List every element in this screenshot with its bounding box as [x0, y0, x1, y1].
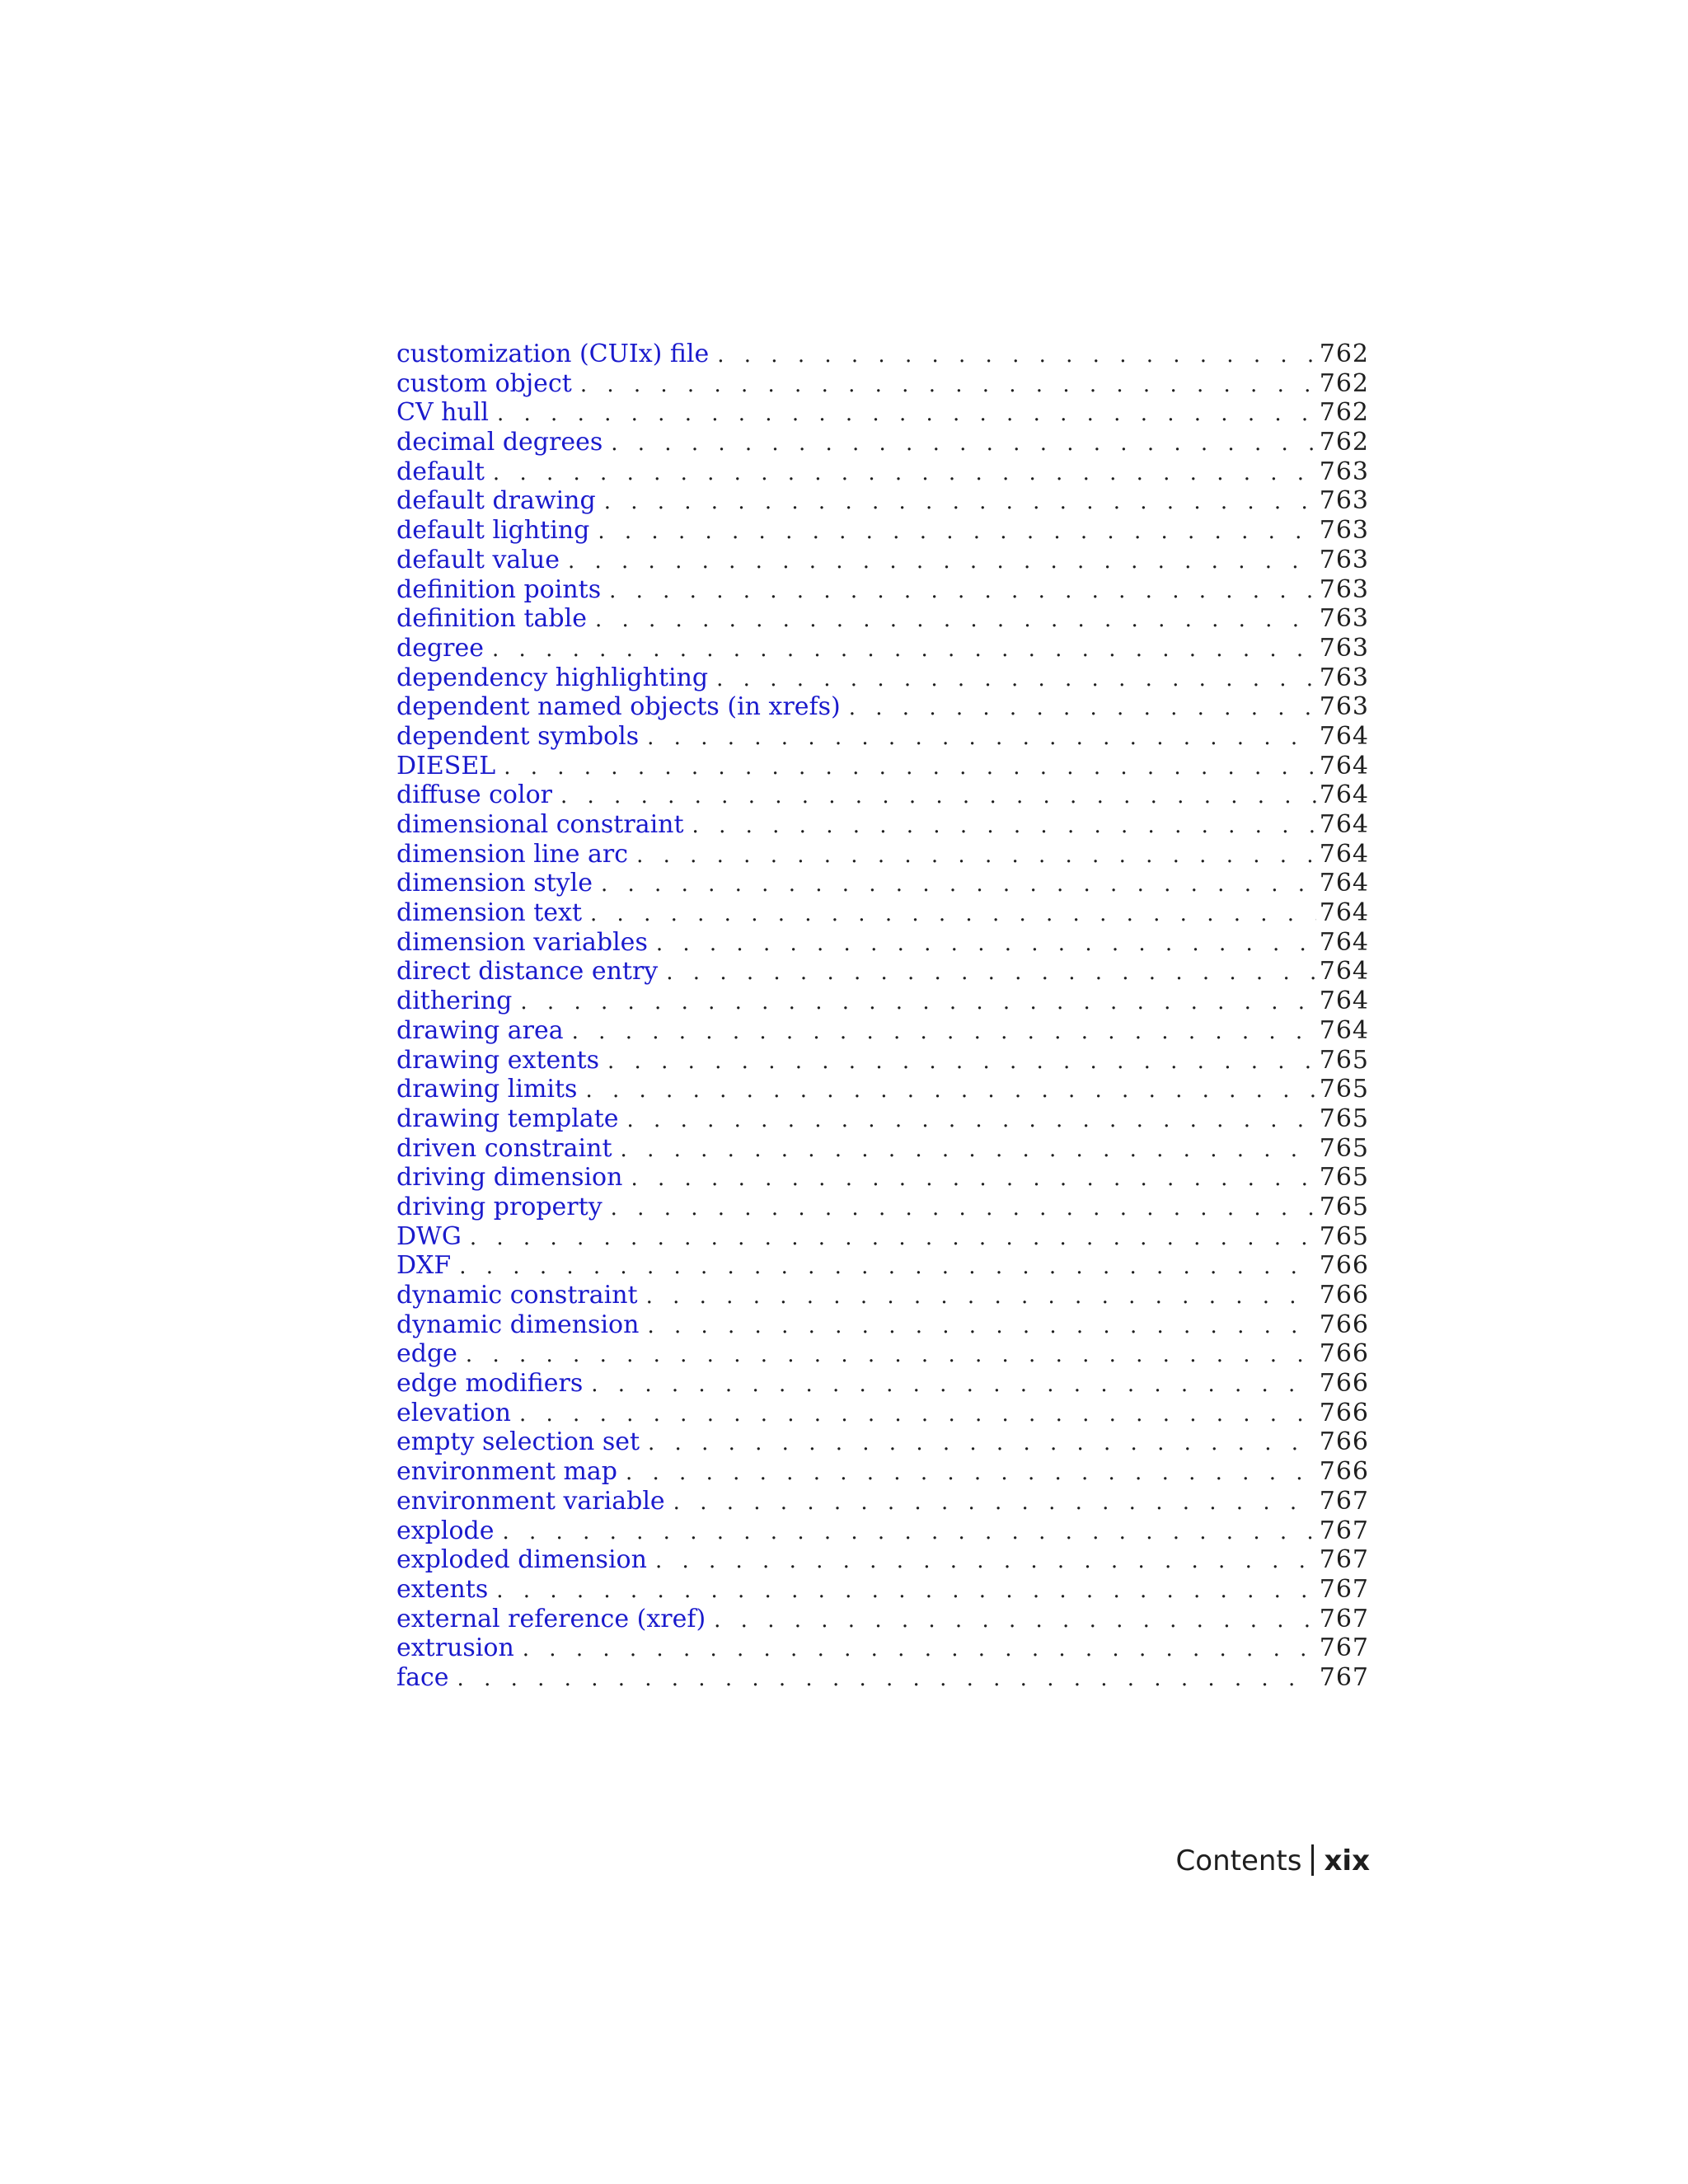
- toc-page-number: 763: [1319, 516, 1369, 546]
- toc-entry-link[interactable]: decimal degrees: [396, 428, 603, 457]
- toc-entry-link[interactable]: elevation: [396, 1398, 511, 1427]
- toc-dot-leader: [520, 988, 1315, 1016]
- toc-entry: [396, 369, 1369, 399]
- toc-entry: [396, 987, 1369, 1016]
- toc-entry: [396, 1369, 1369, 1399]
- toc-entry: [396, 1575, 1369, 1605]
- toc-entry-link[interactable]: dynamic constraint: [396, 1281, 638, 1310]
- toc-entry-link[interactable]: CV hull: [396, 398, 489, 428]
- toc-entry-link[interactable]: exploded dimension: [396, 1545, 647, 1575]
- toc-dot-leader: [523, 1635, 1316, 1663]
- toc-entry: [396, 634, 1369, 663]
- toc-entry-link[interactable]: DIESEL: [396, 751, 496, 780]
- toc-entry: [396, 1222, 1369, 1252]
- toc-page-number: 764: [1319, 957, 1369, 987]
- toc-page-number: 764: [1319, 810, 1369, 839]
- toc-entry: [396, 928, 1369, 958]
- toc-page-number: 766: [1319, 1281, 1369, 1310]
- toc-entry: [396, 1663, 1369, 1693]
- toc-page-number: 765: [1319, 1192, 1369, 1221]
- toc-page-number: 764: [1319, 869, 1369, 898]
- toc-dot-leader: [572, 1018, 1316, 1046]
- toc-dot-leader: [590, 900, 1316, 928]
- toc-dot-leader: [655, 1547, 1316, 1575]
- toc-entry-link[interactable]: drawing template: [396, 1104, 619, 1133]
- toc-entry-link[interactable]: extrusion: [396, 1633, 514, 1663]
- toc-page-number: 765: [1319, 1163, 1369, 1193]
- toc-dot-leader: [459, 1253, 1316, 1281]
- toc-entry-link[interactable]: dependent named objects (in xrefs): [396, 692, 841, 722]
- toc-entry: [396, 516, 1369, 546]
- toc-page-number: 766: [1319, 1339, 1369, 1369]
- toc-entry-link[interactable]: driving dimension: [396, 1163, 623, 1193]
- toc-page-number: 762: [1319, 428, 1369, 457]
- toc-dot-leader: [493, 459, 1316, 487]
- toc-dot-leader: [492, 635, 1316, 663]
- toc-entry-link[interactable]: face: [396, 1662, 449, 1692]
- toc-page-number: 765: [1319, 1104, 1369, 1133]
- toc-entry-link[interactable]: definition table: [396, 604, 587, 634]
- toc-entry: [396, 1633, 1369, 1663]
- toc-dot-leader: [647, 1312, 1315, 1340]
- table-of-contents: [396, 340, 1369, 1693]
- toc-entry-link[interactable]: drawing limits: [396, 1075, 578, 1104]
- toc-page-number: 765: [1319, 1045, 1369, 1075]
- toc-dot-leader: [714, 1606, 1316, 1634]
- toc-entry: [396, 780, 1369, 810]
- toc-dot-leader: [568, 547, 1316, 575]
- toc-entry: [396, 1281, 1369, 1310]
- toc-entry: [396, 1075, 1369, 1104]
- toc-page-number: 763: [1319, 457, 1369, 486]
- toc-entry-link[interactable]: driving property: [396, 1192, 603, 1221]
- toc-page-number: 764: [1319, 987, 1369, 1016]
- toc-dot-leader: [585, 1076, 1315, 1104]
- toc-entry: [396, 398, 1369, 428]
- toc-page-number: 763: [1319, 574, 1369, 604]
- toc-dot-leader: [503, 1518, 1316, 1546]
- toc-entry-link[interactable]: default value: [396, 545, 560, 574]
- toc-entry: [396, 840, 1369, 869]
- toc-entry: [396, 1163, 1369, 1193]
- toc-entry-link[interactable]: explode: [396, 1516, 495, 1545]
- toc-dot-leader: [604, 488, 1316, 516]
- toc-entry: [396, 1193, 1369, 1222]
- toc-page-number: 767: [1319, 1545, 1369, 1575]
- toc-entry-link[interactable]: dimension line arc: [396, 839, 629, 869]
- toc-entry-link[interactable]: degree: [396, 633, 485, 663]
- toc-entry: [396, 1545, 1369, 1575]
- toc-page-number: 764: [1319, 898, 1369, 928]
- toc-entry-link[interactable]: default drawing: [396, 486, 596, 516]
- toc-page-number: 767: [1319, 1662, 1369, 1692]
- toc-page-number: 766: [1319, 1310, 1369, 1339]
- toc-page-number: 764: [1319, 780, 1369, 810]
- toc-entry-link[interactable]: default: [396, 457, 485, 486]
- toc-page-number: 764: [1319, 751, 1369, 780]
- toc-entry-link[interactable]: custom object: [396, 368, 572, 398]
- toc-entry: [396, 486, 1369, 516]
- toc-entry: [396, 692, 1369, 722]
- toc-dot-leader: [504, 753, 1316, 781]
- toc-entry-link[interactable]: extents: [396, 1574, 489, 1604]
- toc-entry-link[interactable]: external reference (xref): [396, 1604, 706, 1633]
- toc-entry-link[interactable]: dependent symbols: [396, 721, 640, 751]
- toc-dot-leader: [673, 1488, 1316, 1516]
- toc-entry-link[interactable]: environment variable: [396, 1486, 665, 1516]
- toc-entry-link[interactable]: empty selection set: [396, 1427, 640, 1457]
- toc-dot-leader: [692, 812, 1316, 840]
- toc-entry: [396, 752, 1369, 781]
- toc-entry-link[interactable]: direct distance entry: [396, 957, 659, 987]
- toc-entry: [396, 722, 1369, 752]
- toc-dot-leader: [607, 1047, 1316, 1076]
- toc-page-number: 764: [1319, 721, 1369, 751]
- toc-entry: [396, 1399, 1369, 1428]
- toc-entry: [396, 457, 1369, 487]
- toc-dot-leader: [598, 518, 1315, 546]
- toc-dot-leader: [591, 1371, 1315, 1399]
- toc-page-number: 766: [1319, 1457, 1369, 1487]
- toc-entry: [396, 1339, 1369, 1369]
- toc-dot-leader: [849, 694, 1316, 722]
- toc-dot-leader: [497, 400, 1316, 428]
- toc-entry-link[interactable]: environment map: [396, 1457, 617, 1487]
- toc-page-number: 762: [1319, 340, 1369, 368]
- toc-entry: [396, 340, 1369, 369]
- toc-entry: [396, 604, 1369, 634]
- toc-page-number: 767: [1319, 1516, 1369, 1545]
- toc-entry-link[interactable]: edge: [396, 1339, 457, 1369]
- toc-page-number: 762: [1319, 368, 1369, 398]
- toc-dot-leader: [609, 577, 1316, 605]
- toc-dot-leader: [519, 1400, 1316, 1428]
- toc-entry: [396, 428, 1369, 457]
- toc-entry: [396, 575, 1369, 605]
- footer-page-number: xix: [1324, 1844, 1370, 1877]
- toc-page-number: 767: [1319, 1604, 1369, 1633]
- toc-entry: [396, 898, 1369, 928]
- toc-page-number: 767: [1319, 1574, 1369, 1604]
- toc-page-number: 765: [1319, 1075, 1369, 1104]
- toc-dot-leader: [626, 1459, 1316, 1487]
- toc-entry-link[interactable]: dimension variables: [396, 927, 648, 957]
- footer-separator: [1311, 1844, 1314, 1876]
- toc-page-number: 763: [1319, 545, 1369, 574]
- toc-dot-leader: [580, 371, 1316, 399]
- toc-page-number: 764: [1319, 839, 1369, 869]
- toc-entry: [396, 1457, 1369, 1487]
- toc-page-number: 763: [1319, 692, 1369, 722]
- toc-entry: [396, 1251, 1369, 1281]
- toc-page-number: 763: [1319, 604, 1369, 634]
- toc-entry-link[interactable]: diffuse color: [396, 780, 552, 810]
- toc-entry-link[interactable]: definition points: [396, 574, 602, 604]
- page-footer: [989, 1844, 1370, 1877]
- toc-dot-leader: [457, 1665, 1316, 1693]
- toc-entry: [396, 1605, 1369, 1634]
- toc-page-number: 766: [1319, 1427, 1369, 1457]
- toc-dot-leader: [716, 665, 1316, 693]
- toc-dot-leader: [595, 606, 1316, 634]
- toc-page-number: 766: [1319, 1398, 1369, 1427]
- toc-entry: [396, 869, 1369, 898]
- toc-entry-link[interactable]: default lighting: [396, 516, 590, 546]
- toc-dot-leader: [631, 1165, 1315, 1193]
- toc-entry-link[interactable]: dimension style: [396, 869, 593, 898]
- toc-page-number: 767: [1319, 1486, 1369, 1516]
- toc-page-number: 763: [1319, 633, 1369, 663]
- toc-entry-link[interactable]: DWG: [396, 1221, 462, 1251]
- toc-page-number: 763: [1319, 663, 1369, 692]
- toc-page-number: 764: [1319, 1015, 1369, 1045]
- toc-dot-leader: [601, 870, 1316, 898]
- toc-entry: [396, 1046, 1369, 1076]
- toc-dot-leader: [627, 1106, 1316, 1134]
- toc-entry: [396, 1104, 1369, 1134]
- toc-entry: [396, 663, 1369, 693]
- toc-entry: [396, 957, 1369, 987]
- toc-entry-link[interactable]: edge modifiers: [396, 1369, 584, 1399]
- toc-entry: [396, 1016, 1369, 1046]
- toc-page-number: 766: [1319, 1251, 1369, 1281]
- toc-dot-leader: [466, 1341, 1316, 1369]
- toc-entry-link[interactable]: dimensional constraint: [396, 810, 684, 839]
- toc-entry: [396, 1427, 1369, 1457]
- toc-entry-link[interactable]: dithering: [396, 987, 513, 1016]
- toc-entry: [396, 1516, 1369, 1546]
- toc-entry: [396, 1310, 1369, 1340]
- toc-entry: [396, 546, 1369, 575]
- toc-page-number: 767: [1319, 1633, 1369, 1663]
- toc-page-number: 763: [1319, 486, 1369, 516]
- toc-dot-leader: [611, 1194, 1316, 1222]
- toc-dot-leader: [611, 429, 1316, 457]
- toc-entry-link[interactable]: DXF: [396, 1251, 452, 1281]
- toc-dot-leader: [666, 958, 1315, 987]
- toc-dot-leader: [646, 1282, 1316, 1310]
- toc-entry: [396, 1487, 1369, 1516]
- toc-dot-leader: [656, 930, 1316, 958]
- toc-entry-link[interactable]: dynamic dimension: [396, 1310, 640, 1339]
- toc-dot-leader: [621, 1136, 1316, 1164]
- toc-page-number: 762: [1319, 398, 1369, 428]
- toc-dot-leader: [647, 724, 1316, 752]
- toc-entry-link[interactable]: dimension text: [396, 898, 583, 928]
- toc-dot-leader: [648, 1429, 1316, 1457]
- toc-dot-leader: [636, 841, 1316, 869]
- toc-page-number: 765: [1319, 1221, 1369, 1251]
- toc-dot-leader: [560, 782, 1316, 810]
- toc-entry-link[interactable]: drawing area: [396, 1015, 564, 1045]
- toc-entry: [396, 1134, 1369, 1164]
- toc-dot-leader: [717, 341, 1315, 369]
- toc-entry-link[interactable]: customization (CUIx) file: [396, 340, 710, 368]
- toc-entry-link[interactable]: dependency highlighting: [396, 663, 709, 692]
- footer-section-label: Contents: [1175, 1844, 1302, 1877]
- toc-page-number: 764: [1319, 927, 1369, 957]
- toc-dot-leader: [496, 1577, 1315, 1605]
- toc-entry-link[interactable]: drawing extents: [396, 1045, 600, 1075]
- toc-page-number: 766: [1319, 1369, 1369, 1399]
- toc-page-number: 765: [1319, 1133, 1369, 1163]
- toc-entry: [396, 810, 1369, 840]
- toc-dot-leader: [470, 1224, 1316, 1252]
- toc-entry-link[interactable]: driven constraint: [396, 1133, 612, 1163]
